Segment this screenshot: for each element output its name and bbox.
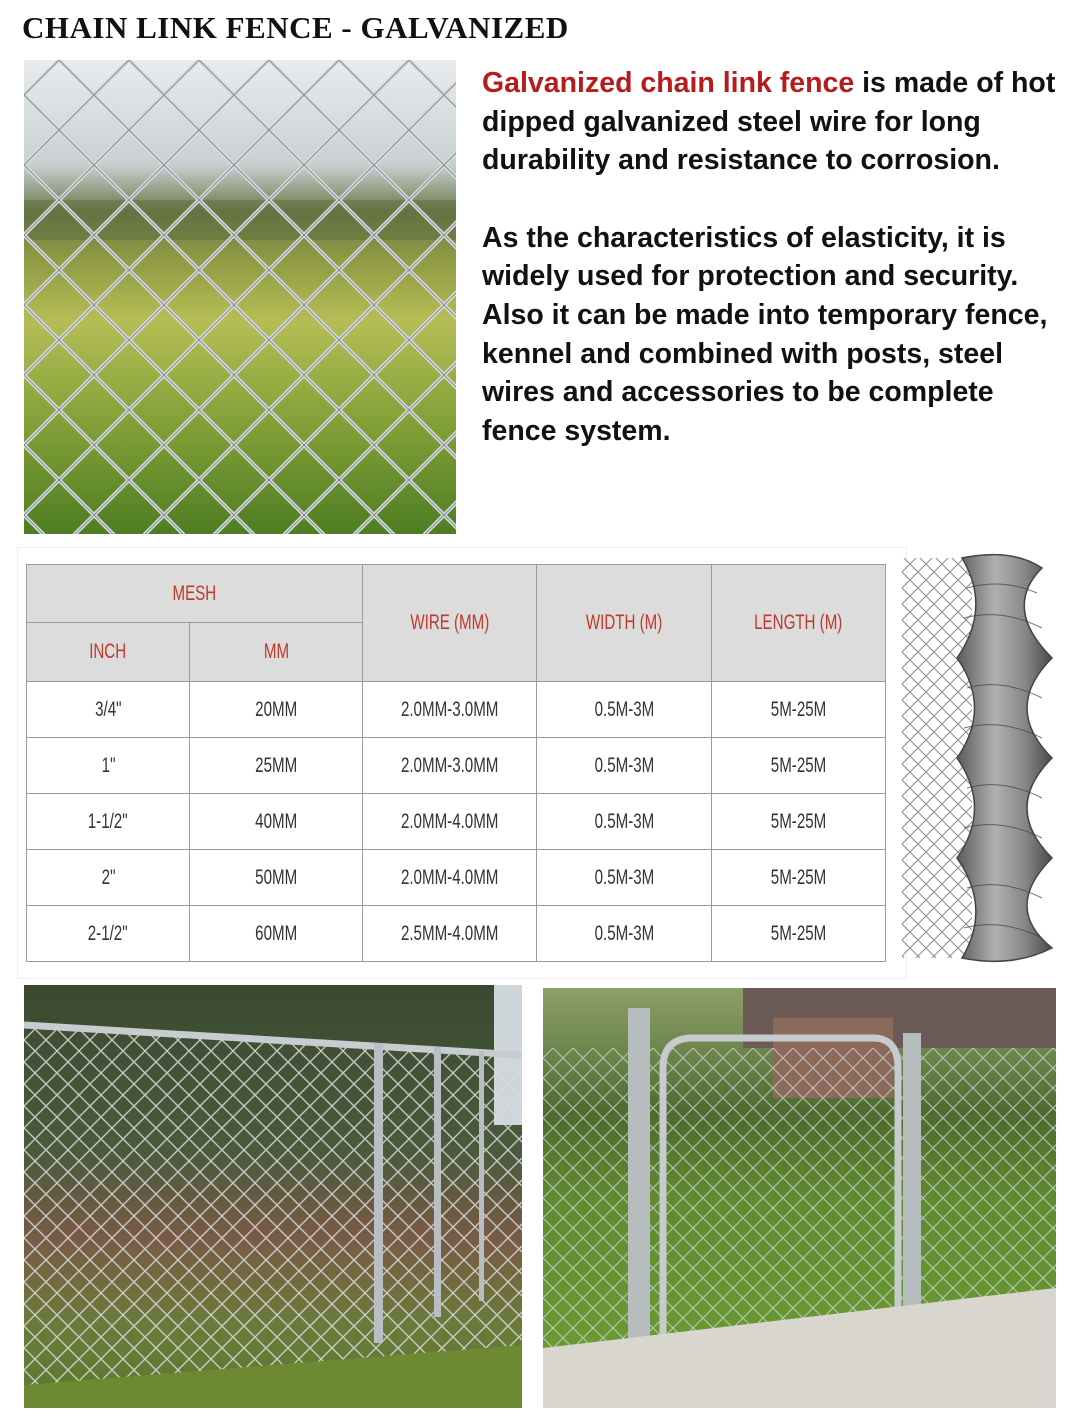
- cell-inch: 3/4": [27, 682, 190, 738]
- cell-length: 5M-25M: [711, 682, 885, 738]
- table-row: [27, 738, 886, 794]
- cell-length: 5M-25M: [711, 738, 885, 794]
- header-mesh: MESH: [27, 565, 363, 623]
- cell-inch: 1": [27, 738, 190, 794]
- cell-wire: 2.0MM-3.0MM: [363, 738, 537, 794]
- cell-mm: 50MM: [190, 850, 363, 906]
- table-row: [27, 794, 886, 850]
- fence-roll-photo: [902, 548, 1074, 978]
- fence-closeup-photo: [24, 60, 456, 534]
- description-paragraph-2: As the characteristics of elasticity, it is widely used for protection and security. Also it can be made into temporary fence, kennel and combined with posts, steel wires and accessories to be complete fence system.: [482, 221, 1048, 447]
- cell-wire: 2.5MM-4.0MM: [363, 906, 537, 962]
- description-paragraph-1-text: is made of hot dipped galvanized steel wire for long durability and resistance to corrosion.: [482, 67, 1056, 177]
- header-width: WIDTH (M): [537, 565, 711, 682]
- cell-mm: 40MM: [190, 794, 363, 850]
- cell-wire: 2.0MM-4.0MM: [363, 794, 537, 850]
- description-highlight: Galvanized chain link fence: [482, 67, 855, 99]
- cell-width: 0.5M-3M: [537, 682, 711, 738]
- cell-width: 0.5M-3M: [537, 738, 711, 794]
- spec-table: [26, 564, 886, 962]
- table-row: [27, 906, 886, 962]
- cell-inch: 2": [27, 850, 190, 906]
- fence-gate-photo: [543, 988, 1056, 1408]
- header-wire: WIRE (MM): [363, 565, 537, 682]
- cell-inch: 1-1/2": [27, 794, 190, 850]
- cell-wire: 2.0MM-4.0MM: [363, 850, 537, 906]
- header-length: LENGTH (M): [711, 565, 885, 682]
- cell-mm: 20MM: [190, 682, 363, 738]
- table-row: [27, 682, 886, 738]
- description-paragraph-1: [482, 64, 1072, 180]
- cell-length: 5M-25M: [711, 906, 885, 962]
- page-title: CHAIN LINK FENCE - GALVANIZED: [22, 10, 569, 45]
- fence-line-photo: [24, 985, 522, 1408]
- cell-mm: 60MM: [190, 906, 363, 962]
- cell-width: 0.5M-3M: [537, 906, 711, 962]
- cell-width: 0.5M-3M: [537, 794, 711, 850]
- cell-wire: 2.0MM-3.0MM: [363, 682, 537, 738]
- table-row: [27, 850, 886, 906]
- cell-mm: 25MM: [190, 738, 363, 794]
- cell-inch: 2-1/2": [27, 906, 190, 962]
- cell-length: 5M-25M: [711, 850, 885, 906]
- description: [482, 64, 1072, 489]
- cell-width: 0.5M-3M: [537, 850, 711, 906]
- spec-table-panel: [18, 548, 906, 978]
- header-mm: MM: [190, 623, 363, 682]
- cell-length: 5M-25M: [711, 794, 885, 850]
- header-inch: INCH: [27, 623, 190, 682]
